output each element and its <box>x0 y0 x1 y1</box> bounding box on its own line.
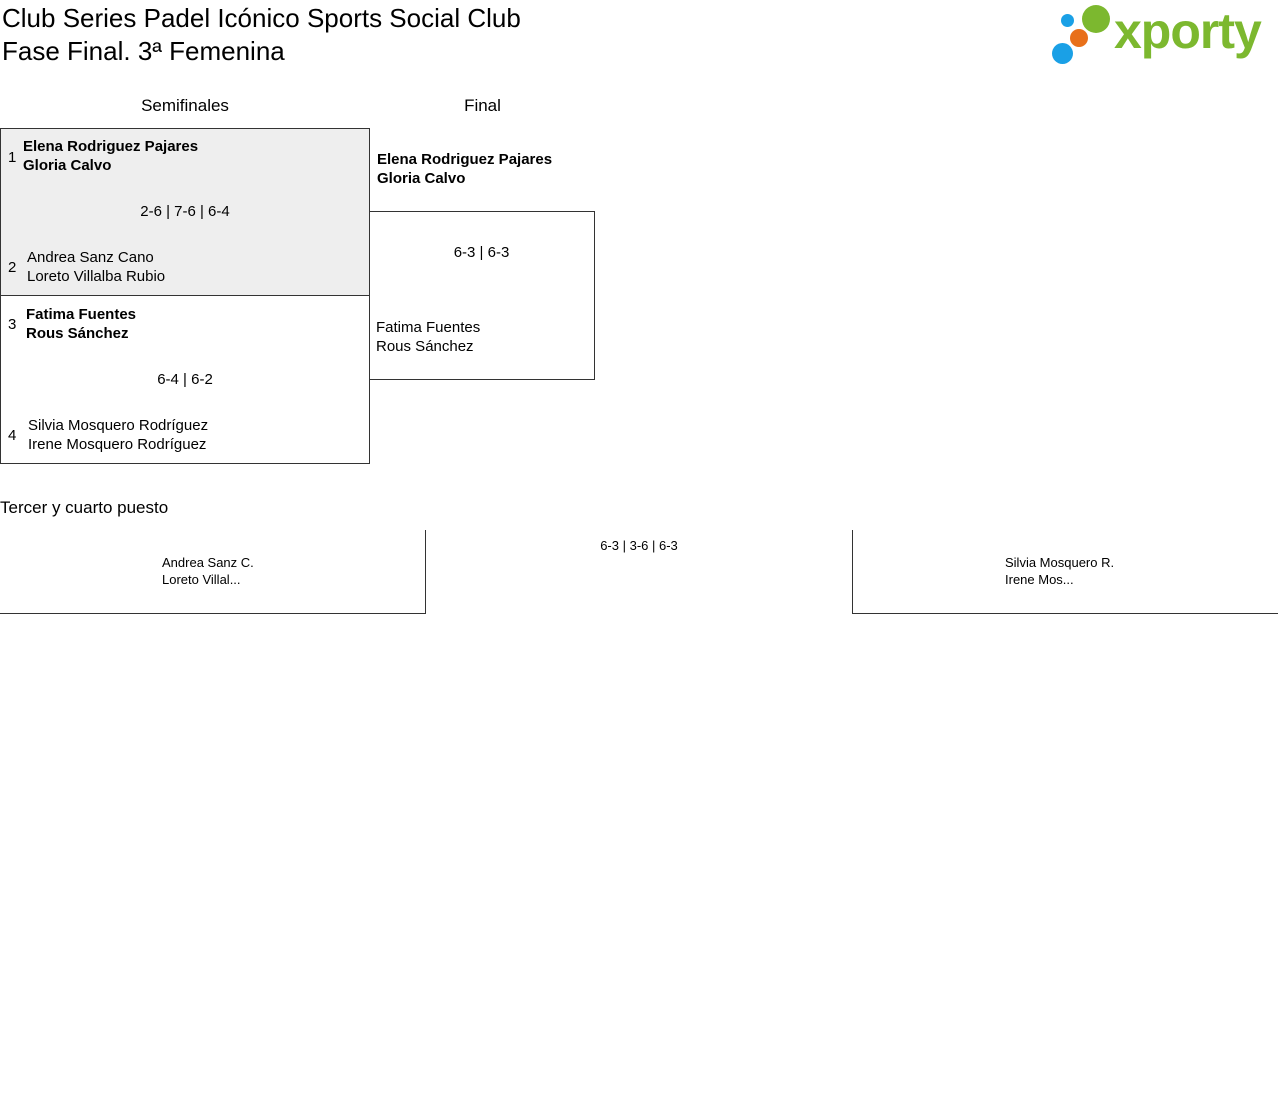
logo-wordmark: xporty <box>1114 3 1261 59</box>
team-names <box>1005 554 1114 588</box>
xporty-logo <box>1052 5 1278 67</box>
third-place-left-team[interactable] <box>0 530 426 614</box>
match-score: 2-6 | 7-6 | 6-4 <box>140 203 230 220</box>
third-place-score: 6-3 | 3-6 | 6-3 <box>600 538 678 553</box>
logo-dot-green <box>1082 5 1110 33</box>
team-loser <box>27 248 165 286</box>
player-name: Irene Mos... <box>1005 572 1074 587</box>
final-winner-team <box>377 150 552 188</box>
logo-dot-orange <box>1070 29 1088 47</box>
page-title <box>2 2 521 68</box>
player-name: Gloria Calvo <box>377 170 466 187</box>
final-heading: Final <box>464 96 501 115</box>
player-name: Irene Mosquero Rodríguez <box>28 436 207 453</box>
third-place-heading: Tercer y cuarto puesto <box>0 498 169 517</box>
seed-number: 3 <box>8 316 17 333</box>
player-name: Elena Rodriguez Pajares <box>23 138 199 155</box>
team-winner <box>26 305 136 343</box>
semifinals-heading: Semifinales <box>141 96 229 115</box>
match-score: 6-4 | 6-2 <box>157 371 213 388</box>
player-name: Fatima Fuentes <box>26 306 137 323</box>
phase-title: Fase Final. 3ª Femenina <box>2 36 285 66</box>
final-runner-up-team <box>376 318 480 356</box>
team-names <box>162 554 254 588</box>
player-name: Elena Rodriguez Pajares <box>377 151 553 168</box>
logo-dot-blue-top <box>1061 14 1074 27</box>
player-name: Silvia Mosquero Rodríguez <box>28 417 209 434</box>
player-name: Fatima Fuentes <box>376 319 481 336</box>
third-place-right-team[interactable] <box>852 530 1278 614</box>
player-name: Silvia Mosquero R. <box>1005 555 1115 570</box>
team-loser <box>28 416 208 454</box>
tournament-title: Club Series Padel Icónico Sports Social Club <box>2 3 521 33</box>
semifinal-match-2[interactable] <box>0 295 370 464</box>
logo-dot-blue-bottom <box>1052 43 1073 64</box>
player-name: Rous Sánchez <box>376 338 474 355</box>
final-match[interactable] <box>369 211 595 380</box>
player-name: Loreto Villalba Rubio <box>27 268 166 285</box>
player-name: Loreto Villal... <box>162 572 241 587</box>
semifinal-match-1[interactable] <box>0 128 370 296</box>
player-name: Andrea Sanz Cano <box>27 249 154 266</box>
player-name: Rous Sánchez <box>26 325 129 342</box>
seed-number: 4 <box>8 427 17 444</box>
team-winner <box>23 137 198 175</box>
player-name: Andrea Sanz C. <box>162 555 254 570</box>
final-score: 6-3 | 6-3 <box>453 244 510 261</box>
seed-number: 1 <box>8 149 17 166</box>
seed-number: 2 <box>8 259 17 276</box>
player-name: Gloria Calvo <box>23 157 112 174</box>
